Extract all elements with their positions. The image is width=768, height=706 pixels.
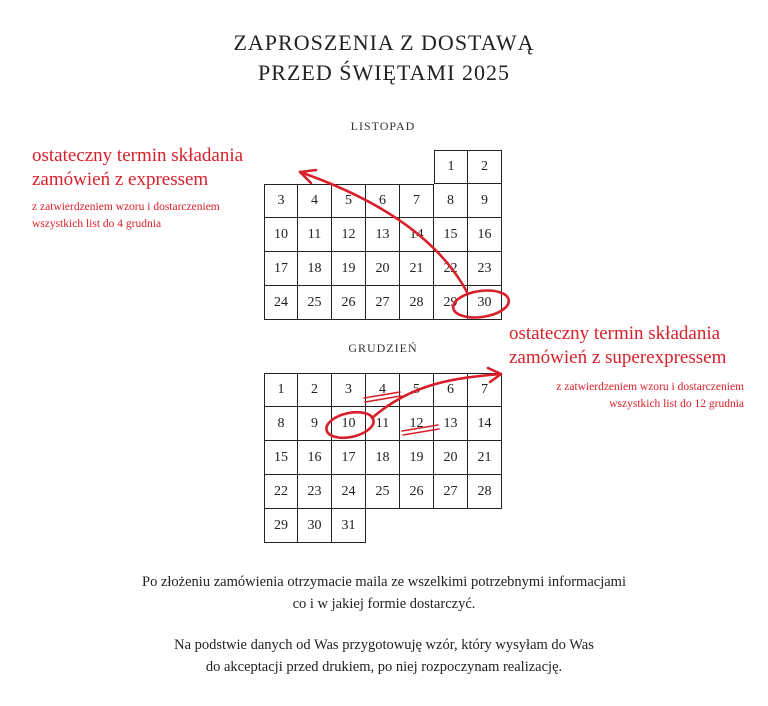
footer-text-1a: Po złożeniu zamówienia otrzymacie maila ze wszelkimi potrzebnymi informacjami [142,574,626,590]
express-note-title-1: ostateczny termin składania [32,145,244,166]
calendar-day: 23 [468,252,502,286]
calendar-day: 22 [434,252,468,286]
circle-mark-dec-10 [324,408,376,441]
calendar-day: 19 [332,252,366,286]
calendar-day: 18 [298,252,332,286]
calendar-day: 12 [400,407,434,441]
calendar-day: 10 [264,218,298,252]
calendar-day: 17 [264,252,298,286]
page-title-line-1: ZAPROSZENIA Z DOSTAWĄ [233,30,535,55]
superexpress-note-detail-1: z zatwierdzeniem wzoru i dostarczeniem [556,381,744,393]
calendar-day: 22 [264,475,298,509]
calendar-day: 8 [434,184,468,218]
calendar-day: 4 [298,184,332,218]
calendar-day: 21 [400,252,434,286]
calendar-day: 6 [366,184,400,218]
superexpress-note-title-2: zamówień z superexpressem [509,347,727,368]
calendar-day: 4 [366,373,400,407]
calendar-day: 29 [264,509,298,543]
circle-mark-nov-30 [451,287,510,321]
calendar-day: 10 [332,407,366,441]
calendar-day: 13 [434,407,468,441]
page-title-line-2: PRZED ŚWIĘTAMI 2025 [258,60,510,85]
footer-text-2b: do akceptacji przed drukiem, po niej rozpoczynam realizację. [205,659,563,675]
calendar-day: 27 [366,286,400,320]
calendar-day: 5 [332,184,366,218]
calendar-day: 2 [468,150,502,184]
superexpress-note-title-1: ostateczny termin składania [509,323,721,344]
footer-text-2a: Na podstwie danych od Was przygotowuję wzór, który wysyłam do Was [174,637,594,653]
calendar-day: 24 [264,286,298,320]
calendar-day: 17 [332,441,366,475]
calendar-day: 7 [468,373,502,407]
calendar-day: 23 [298,475,332,509]
calendar-day: 19 [400,441,434,475]
calendar-day: 26 [332,286,366,320]
calendar-day: 28 [400,286,434,320]
superexpress-note-detail-2: wszystkich list do 12 grudnia [609,398,744,410]
calendar-day: 20 [434,441,468,475]
calendar-day: 28 [468,475,502,509]
calendar-day: 31 [332,509,366,543]
calendar-day: 8 [264,407,298,441]
calendar-day: 12 [332,218,366,252]
calendar-day: 1 [434,150,468,184]
calendar-day: 7 [400,184,434,218]
calendar-day: 13 [366,218,400,252]
calendar-day: 24 [332,475,366,509]
express-note-detail-2: wszystkich list do 4 grudnia [32,218,162,230]
calendar-day: 9 [298,407,332,441]
calendar-day: 1 [264,373,298,407]
express-note-title-2: zamówień z expressem [32,169,209,190]
calendar-day: 9 [468,184,502,218]
calendar-day: 21 [468,441,502,475]
calendar-day: 26 [400,475,434,509]
calendar-day: 3 [332,373,366,407]
calendar-day: 16 [298,441,332,475]
calendar-day: 16 [468,218,502,252]
month-label-november: LISTOPAD [350,119,416,133]
arrow-to-superexpress-note [372,374,501,418]
arrow-to-express-note [300,172,468,294]
calendar-day: 2 [298,373,332,407]
calendar-day: 3 [264,184,298,218]
calendar-day: 11 [366,407,400,441]
calendar-day: 5 [400,373,434,407]
express-note-detail-1: z zatwierdzeniem wzoru i dostarczeniem [32,201,220,213]
calendar-day: 18 [366,441,400,475]
calendar-day: 30 [468,286,502,320]
calendar-day: 15 [434,218,468,252]
calendar-day: 6 [434,373,468,407]
calendar-day: 29 [434,286,468,320]
calendar-day: 27 [434,475,468,509]
calendar-day: 14 [468,407,502,441]
calendar-day: 14 [400,218,434,252]
calendar-day: 25 [298,286,332,320]
footer-text-1b: co i w jakiej formie dostarczyć. [292,596,476,612]
calendar-day: 20 [366,252,400,286]
calendar-day: 25 [366,475,400,509]
calendar-day: 30 [298,509,332,543]
calendar-day: 15 [264,441,298,475]
calendar-day: 11 [298,218,332,252]
month-label-december: GRUDZIEŃ [348,341,418,355]
